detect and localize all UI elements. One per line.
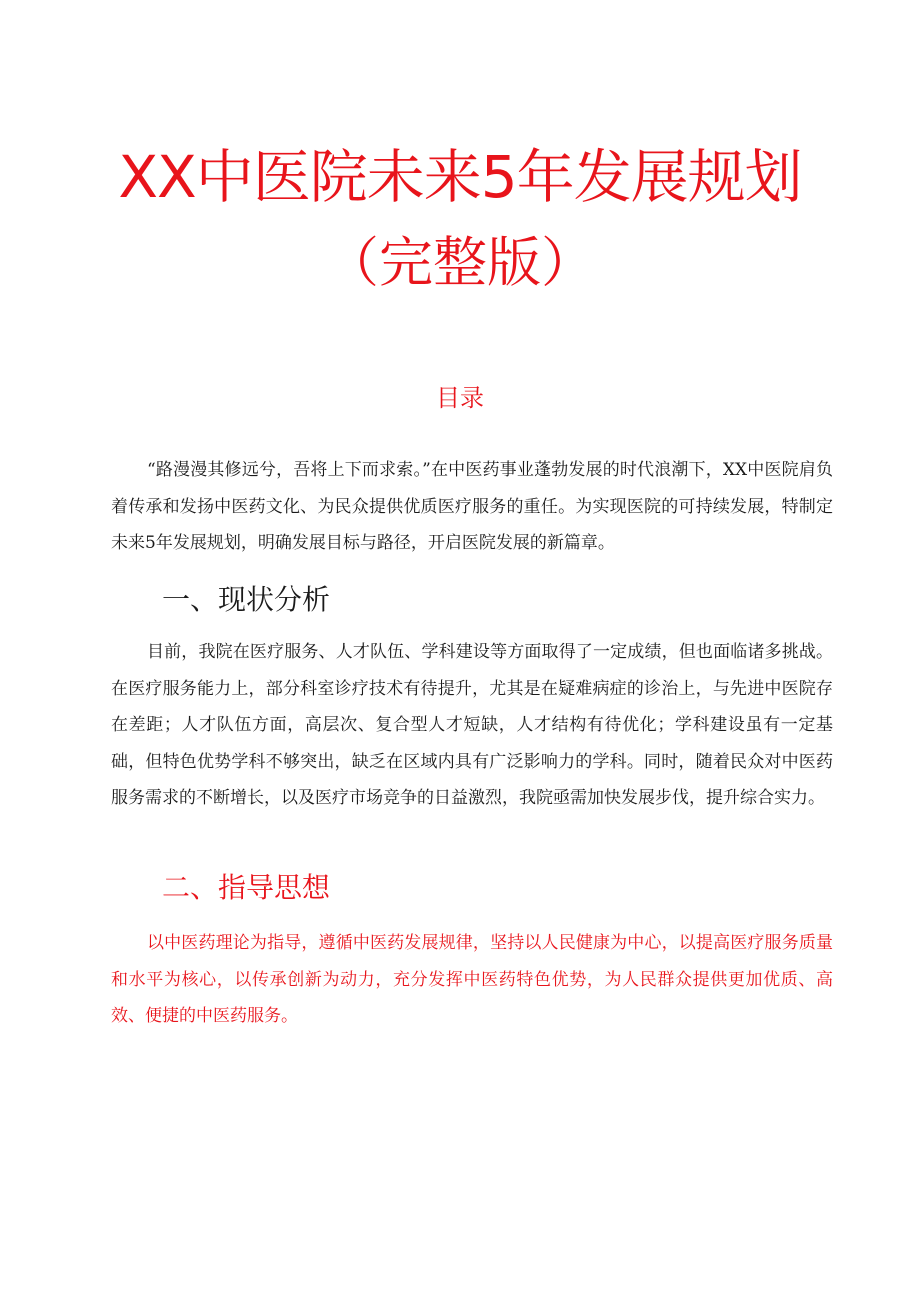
intro-paragraph: “路漫漫其修远兮，吾将上下而求索。”在中医药事业蓬勃发展的时代浪潮下，XX中医院肩负着传承和发扬中医药文化、为民众提供优质医疗服务的重任。为实现医院的可持续发展，特制定未来5年发展规划，明确发展目标与路径，开启医院发展的新篇章。 (111, 460, 833, 553)
section-body-status-analysis: 目前，我院在医疗服务、人才队伍、学科建设等方面取得了一定成绩，但也面临诸多挑战。在医疗服务能力上，部分科室诊疗技术有待提升，尤其是在疑难病症的诊治上，与先进中医院存在差距；人才队伍方面，高层次、复合型人才短缺，人才结构有待优化；学科建设虽有一定基础，但特色优势学科不够突出，缺乏在区域内具有广泛影响力的学科。同时，随着民众对中医药服务需求的不断增长，以及医疗市场竞争的日益激烈，我院亟需加快发展步伐，提升综合实力。 (111, 642, 833, 808)
toc-heading: 目录 (436, 384, 484, 412)
section-body-guiding-ideology: 以中医药理论为指导，遵循中医药发展规律，坚持以人民健康为中心，以提高医疗服务质量和水平为核心，以传承创新为动力，充分发挥中医药特色优势，为人民群众提供更加优质、高效、便捷的中医药服务。 (111, 933, 833, 1026)
section-heading-status-analysis: 一、现状分析 (162, 583, 331, 616)
document-subtitle: （完整版） (325, 231, 595, 294)
document-title: XX中医院未来5年发展规划 (118, 143, 802, 211)
section-heading-guiding-ideology: 二、指导思想 (162, 871, 331, 904)
